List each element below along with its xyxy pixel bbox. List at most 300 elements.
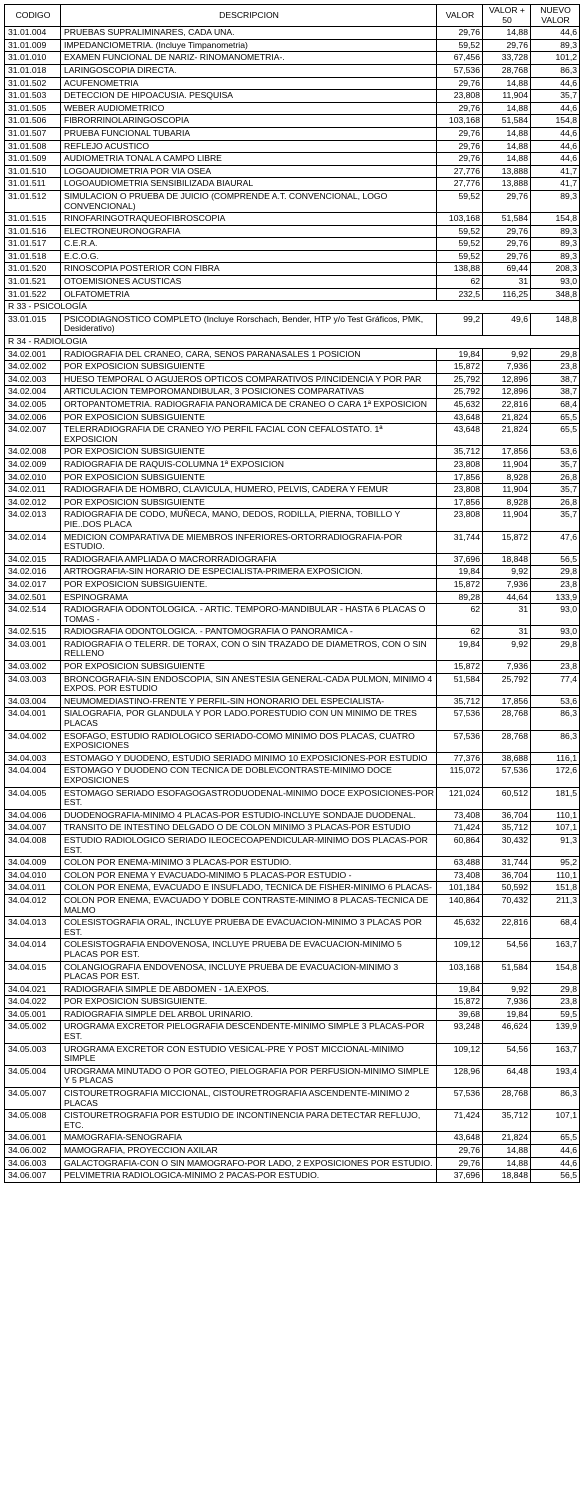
valor-50-cell: 36,704 [483, 809, 531, 822]
nuevo-valor-cell: 23,8 [531, 578, 580, 591]
nuevo-valor-cell: 77,4 [531, 673, 580, 695]
valor-50-cell: 11,904 [483, 509, 531, 531]
valor-50-cell: 14,88 [483, 1145, 531, 1158]
nuevo-valor-cell: 23,8 [531, 661, 580, 674]
description-cell: E.C.O.G. [61, 250, 437, 263]
table-row [5, 673, 580, 695]
nuevo-valor-cell: 26,8 [531, 471, 580, 484]
table-row [5, 446, 580, 459]
table-row [5, 730, 580, 752]
valor-cell: 89,28 [437, 591, 483, 604]
nuevo-valor-cell: 44,6 [531, 127, 580, 140]
description-cell: POR EXPOSICION SUBSIGUIENTE [61, 446, 437, 459]
code-cell: 34.02.010 [5, 471, 61, 484]
valor-cell: 19,84 [437, 638, 483, 660]
valor-50-cell: 21,824 [483, 411, 531, 424]
nuevo-valor-cell: 110,1 [531, 869, 580, 882]
code-cell: 34.02.515 [5, 626, 61, 639]
description-cell: FIBRORRINOLARINGOSCOPIA [61, 115, 437, 128]
description-cell: PRUEBAS SUPRALIMINARES, CADA UNA. [61, 27, 437, 40]
nuevo-valor-cell: 44,6 [531, 153, 580, 166]
table-row [5, 961, 580, 983]
description-cell: RADIOGRAFIA DE RAQUIS-COLUMNA 1ª EXPOSICION [61, 458, 437, 471]
description-cell: LOGOAUDIOMETRIA POR VIA OSEA [61, 165, 437, 178]
nuevo-valor-cell: 154,8 [531, 213, 580, 226]
code-cell: 31.01.004 [5, 27, 61, 40]
table-row [5, 52, 580, 65]
table-row [5, 857, 580, 870]
description-cell: SIALOGRAFIA, POR GLANDULA Y POR LADO.PORESTUDIO CON UN MINIMO DE TRES PLACAS [61, 708, 437, 730]
code-cell: 34.02.002 [5, 361, 61, 374]
valor-cell: 19,84 [437, 348, 483, 361]
table-row [5, 484, 580, 497]
valor-50-cell: 18,848 [483, 1170, 531, 1183]
nuevo-valor-cell: 163,7 [531, 1043, 580, 1065]
code-cell: 31.01.508 [5, 140, 61, 153]
description-cell: ELECTRONEURONOGRAFIA [61, 225, 437, 238]
table-row [5, 39, 580, 52]
valor-50-cell: 29,76 [483, 250, 531, 263]
description-cell: LOGOAUDIOMETRIA SENSIBILIZADA BIAURAL [61, 178, 437, 191]
description-cell: BRONCOGRAFIA-SIN ENDOSCOPIA, SIN ANESTESIA GENERAL-CADA PULMON, MINIMO 4 EXPOS. POR ESTUDIO [61, 673, 437, 695]
code-cell: 31.01.522 [5, 288, 61, 301]
valor-cell: 31,744 [437, 531, 483, 553]
code-cell: 34.06.001 [5, 1132, 61, 1145]
valor-cell: 101,184 [437, 882, 483, 895]
nuevo-valor-cell: 23,8 [531, 361, 580, 374]
table-row [5, 115, 580, 128]
valor-cell: 73,408 [437, 809, 483, 822]
description-cell: OTOEMISIONES ACUSTICAS [61, 276, 437, 289]
table-row [5, 1021, 580, 1043]
table-row [5, 27, 580, 40]
description-cell: CISTOURETROGRAFIA MICCIONAL, CISTOURETROGRAFIA ASCENDENTE-MINIMO 2 PLACAS [61, 1088, 437, 1110]
description-cell: POR EXPOSICION SUBSIGUIENTE [61, 361, 437, 374]
valor-cell: 23,808 [437, 484, 483, 497]
header-codigo: CODIGO [5, 5, 61, 27]
description-cell: POR EXPOSICION SUBSIGUIENTE [61, 496, 437, 509]
valor-50-cell: 19,84 [483, 1008, 531, 1021]
valor-50-cell: 14,88 [483, 127, 531, 140]
table-row [5, 695, 580, 708]
valor-cell: 62 [437, 626, 483, 639]
valor-50-cell: 54,56 [483, 939, 531, 961]
nuevo-valor-cell: 29,8 [531, 348, 580, 361]
nuevo-valor-cell: 23,8 [531, 996, 580, 1009]
valor-50-cell: 28,768 [483, 730, 531, 752]
nuevo-valor-cell: 211,3 [531, 894, 580, 916]
table-row [5, 313, 580, 335]
valor-50-cell: 25,792 [483, 673, 531, 695]
description-cell: ESTOMAGO Y DUODENO CON TECNICA DE DOBLE\CONTRASTE-MINIMO DOCE EXPOSICIONES [61, 765, 437, 787]
nuevo-valor-cell: 38,7 [531, 386, 580, 399]
nuevo-valor-cell: 89,3 [531, 238, 580, 251]
description-cell: MAMOGRAFIA-SENOGRAFIA [61, 1132, 437, 1145]
table-row [5, 77, 580, 90]
valor-50-cell: 8,928 [483, 471, 531, 484]
valor-cell: 43,648 [437, 411, 483, 424]
description-cell: COLESISTOGRAFIA ENDOVENOSA, INCLUYE PRUEBA DE EVACUACION-MINIMO 5 PLACAS POR EST. [61, 939, 437, 961]
table-body [5, 27, 580, 1183]
description-cell: UROGRAMA EXCRETOR PIELOGRAFIA DESCENDENTE-MINIMO SIMPLE 3 PLACAS-POR EST. [61, 1021, 437, 1043]
code-cell: 33.01.015 [5, 313, 61, 335]
nuevo-valor-cell: 89,3 [531, 190, 580, 212]
valor-cell: 43,648 [437, 1132, 483, 1145]
valor-cell: 29,76 [437, 140, 483, 153]
valor-50-cell: 29,76 [483, 190, 531, 212]
valor-50-cell: 14,88 [483, 1157, 531, 1170]
nuevo-valor-cell: 86,3 [531, 708, 580, 730]
code-cell: 31.01.516 [5, 225, 61, 238]
nuevo-valor-cell: 68,4 [531, 917, 580, 939]
nuevo-valor-cell: 133,9 [531, 591, 580, 604]
valor-50-cell: 13,888 [483, 165, 531, 178]
valor-cell: 59,52 [437, 225, 483, 238]
valor-50-cell: 7,936 [483, 996, 531, 1009]
nuevo-valor-cell: 89,3 [531, 250, 580, 263]
valor-cell: 60,864 [437, 834, 483, 856]
table-row [5, 787, 580, 809]
table-row [5, 361, 580, 374]
valor-50-cell: 14,88 [483, 27, 531, 40]
nuevo-valor-cell: 35,7 [531, 509, 580, 531]
description-cell: ESTOMAGO Y DUODENO, ESTUDIO SERIADO MINIMO 10 EXPOSICIONES-POR ESTUDIO [61, 752, 437, 765]
code-cell: 34.04.003 [5, 752, 61, 765]
nuevo-valor-cell: 172,6 [531, 765, 580, 787]
code-cell: 31.01.018 [5, 64, 61, 77]
table-row [5, 996, 580, 1009]
valor-cell: 103,168 [437, 961, 483, 983]
valor-50-cell: 9,92 [483, 566, 531, 579]
description-cell: CISTOURETROGRAFIA POR ESTUDIO DE INCONTINENCIA PARA DETECTAR REFLUJO, ETC. [61, 1110, 437, 1132]
valor-cell: 29,76 [437, 127, 483, 140]
code-cell: 34.04.013 [5, 917, 61, 939]
code-cell: 31.01.502 [5, 77, 61, 90]
description-cell: ESTUDIO RADIOLOGICO SERIADO ILEOCECOAPENDICULAR-MINIMO DOS PLACAS-POR EST. [61, 834, 437, 856]
valor-cell: 62 [437, 604, 483, 626]
description-cell: TRANSITO DE INTESTINO DELGADO O DE COLON MINIMO 3 PLACAS-POR ESTUDIO [61, 822, 437, 835]
valor-50-cell: 13,888 [483, 178, 531, 191]
table-row [5, 834, 580, 856]
description-cell: RADIOGRAFIA AMPLIADA O MACRORRADIOGRAFIA [61, 553, 437, 566]
code-cell: 34.05.001 [5, 1008, 61, 1021]
nuevo-valor-cell: 26,8 [531, 496, 580, 509]
table-row [5, 411, 580, 424]
nuevo-valor-cell: 29,8 [531, 983, 580, 996]
valor-cell: 63,488 [437, 857, 483, 870]
code-cell: 34.04.006 [5, 809, 61, 822]
table-row [5, 373, 580, 386]
code-cell: 34.02.004 [5, 386, 61, 399]
nuevo-valor-cell: 44,6 [531, 140, 580, 153]
valor-cell: 25,792 [437, 373, 483, 386]
valor-50-cell: 14,88 [483, 102, 531, 115]
description-cell: COLANGIOGRAFIA ENDOVENOSA, INCLUYE PRUEBA DE EVACUACION-MINIMO 3 PLACAS POR EST. [61, 961, 437, 983]
table-row [5, 1065, 580, 1087]
valor-cell: 15,872 [437, 578, 483, 591]
valor-cell: 57,536 [437, 708, 483, 730]
valor-50-cell: 54,56 [483, 1043, 531, 1065]
description-cell: ACUFENOMETRIA [61, 77, 437, 90]
nuevo-valor-cell: 89,3 [531, 39, 580, 52]
code-cell: 34.02.012 [5, 496, 61, 509]
code-cell: 34.02.011 [5, 484, 61, 497]
table-row [5, 566, 580, 579]
code-cell: 34.04.007 [5, 822, 61, 835]
valor-50-cell: 9,92 [483, 983, 531, 996]
code-cell: 34.02.016 [5, 566, 61, 579]
description-cell: DETECCION DE HIPOACUSIA. PESQUISA [61, 90, 437, 103]
description-cell: COLON POR ENEMA Y EVACUADO-MINIMO 5 PLACAS-POR ESTUDIO - [61, 869, 437, 882]
valor-cell: 27,776 [437, 165, 483, 178]
table-row [5, 127, 580, 140]
description-cell: NEUMOMEDIASTINO-FRENTE Y PERFIL-SIN HONORARIO DEL ESPECIALISTA- [61, 695, 437, 708]
nuevo-valor-cell: 56,5 [531, 1170, 580, 1183]
table-row [5, 531, 580, 553]
nuevo-valor-cell: 29,8 [531, 638, 580, 660]
valor-cell: 109,12 [437, 1043, 483, 1065]
valor-cell: 17,856 [437, 496, 483, 509]
valor-50-cell: 51,584 [483, 115, 531, 128]
valor-cell: 35,712 [437, 695, 483, 708]
valor-cell: 43,648 [437, 424, 483, 446]
code-cell: 34.02.013 [5, 509, 61, 531]
description-cell: RINOFARINGOTRAQUEOFIBROSCOPIA [61, 213, 437, 226]
valor-50-cell: 7,936 [483, 361, 531, 374]
valor-50-cell: 22,816 [483, 399, 531, 412]
nuevo-valor-cell: 154,8 [531, 961, 580, 983]
code-cell: 34.04.011 [5, 882, 61, 895]
table-header-row [5, 5, 580, 27]
code-cell: 34.02.017 [5, 578, 61, 591]
valor-50-cell: 51,584 [483, 213, 531, 226]
code-cell: 34.04.002 [5, 730, 61, 752]
valor-cell: 15,872 [437, 361, 483, 374]
description-cell: DUODENOGRAFIA-MINIMO 4 PLACAS-POR ESTUDIO-INCLUYE SONDAJE DUODENAL. [61, 809, 437, 822]
nuevo-valor-cell: 44,6 [531, 1157, 580, 1170]
valor-50-cell: 31 [483, 604, 531, 626]
description-cell: COLON POR ENEMA, EVACUADO E INSUFLADO, TECNICA DE FISHER-MINIMO 6 PLACAS- [61, 882, 437, 895]
code-cell: 31.01.515 [5, 213, 61, 226]
valor-cell: 59,52 [437, 190, 483, 212]
description-cell: REFLEJO ACUSTICO [61, 140, 437, 153]
valor-50-cell: 57,536 [483, 765, 531, 787]
description-cell: RADIOGRAFIA SIMPLE DEL ARBOL URINARIO. [61, 1008, 437, 1021]
code-cell: 34.04.005 [5, 787, 61, 809]
code-cell: 34.02.501 [5, 591, 61, 604]
valor-cell: 59,52 [437, 238, 483, 251]
valor-50-cell: 17,856 [483, 446, 531, 459]
valor-50-cell: 35,712 [483, 822, 531, 835]
table-row [5, 399, 580, 412]
valor-cell: 15,872 [437, 996, 483, 1009]
code-cell: 34.02.514 [5, 604, 61, 626]
valor-50-cell: 51,584 [483, 961, 531, 983]
valor-cell: 62 [437, 276, 483, 289]
table-row [5, 1132, 580, 1145]
description-cell: HUESO TEMPORAL O AGUJEROS OPTICOS COMPARATIVOS P/INCIDENCIA Y POR PAR [61, 373, 437, 386]
valor-cell: 232,5 [437, 288, 483, 301]
valor-cell: 29,76 [437, 153, 483, 166]
description-cell: SIMULACION O PRUEBA DE JUICIO (COMPRENDE A.T. CONVENCIONAL, LOGO CONVENCIONAL) [61, 190, 437, 212]
code-cell: 34.02.008 [5, 446, 61, 459]
table-row [5, 348, 580, 361]
nuevo-valor-cell: 348,8 [531, 288, 580, 301]
valor-50-cell: 64,48 [483, 1065, 531, 1087]
description-cell: EXAMEN FUNCIONAL DE NARIZ- RINOMANOMETRIA-. [61, 52, 437, 65]
table-row [5, 496, 580, 509]
table-row [5, 238, 580, 251]
description-cell: TELERRADIOGRAFIA DE CRANEO Y/O PERFIL FACIAL CON CEFALOSTATO. 1ª EXPOSICION [61, 424, 437, 446]
table-row [5, 153, 580, 166]
nuevo-valor-cell: 65,5 [531, 424, 580, 446]
valor-cell: 29,76 [437, 1157, 483, 1170]
description-cell: UROGRAMA MINUTADO O POR GOTEO, PIELOGRAFIA POR PERFUSION-MINIMO SIMPLE Y 5 PLACAS [61, 1065, 437, 1087]
description-cell: GALACTOGRAFIA-CON O SIN MAMOGRAFO-POR LADO, 2 EXPOSICIONES POR ESTUDIO. [61, 1157, 437, 1170]
nuevo-valor-cell: 44,6 [531, 27, 580, 40]
description-cell: UROGRAMA EXCRETOR CON ESTUDIO VESICAL-PRE Y POST MICCIONAL-MINIMO SIMPLE [61, 1043, 437, 1065]
valor-50-cell: 69,44 [483, 263, 531, 276]
valor-cell: 29,76 [437, 27, 483, 40]
code-cell: 34.02.014 [5, 531, 61, 553]
valor-cell: 140,864 [437, 894, 483, 916]
code-cell: 31.01.510 [5, 165, 61, 178]
code-cell: 34.04.014 [5, 939, 61, 961]
valor-cell: 99,2 [437, 313, 483, 335]
valor-cell: 121,024 [437, 787, 483, 809]
valor-cell: 77,376 [437, 752, 483, 765]
nuevo-valor-cell: 65,5 [531, 1132, 580, 1145]
valor-cell: 23,808 [437, 509, 483, 531]
table-row [5, 882, 580, 895]
code-cell: 31.01.521 [5, 276, 61, 289]
nuevo-valor-cell: 59,5 [531, 1008, 580, 1021]
valor-50-cell: 7,936 [483, 661, 531, 674]
valor-50-cell: 38,688 [483, 752, 531, 765]
valor-cell: 115,072 [437, 765, 483, 787]
table-row [5, 263, 580, 276]
nuevo-valor-cell: 139,9 [531, 1021, 580, 1043]
nuevo-valor-cell: 56,5 [531, 553, 580, 566]
nuevo-valor-cell: 181,5 [531, 787, 580, 809]
valor-cell: 45,632 [437, 399, 483, 412]
table-row [5, 752, 580, 765]
table-row [5, 1088, 580, 1110]
valor-cell: 29,76 [437, 102, 483, 115]
table-row [5, 708, 580, 730]
description-cell: LARINGOSCOPIA DIRECTA. [61, 64, 437, 77]
description-cell: RADIOGRAFIA DE CODO, MUÑECA, MANO, DEDOS, RODILLA, PIERNA, TOBILLO Y PIE..DOS PLACA [61, 509, 437, 531]
code-cell: 34.06.003 [5, 1157, 61, 1170]
code-cell: 31.01.518 [5, 250, 61, 263]
nuevo-valor-cell: 44,6 [531, 1145, 580, 1158]
description-cell: RADIOGRAFIA DEL CRANEO, CARA, SENOS PARANASALES 1 POSICION [61, 348, 437, 361]
valor-cell: 19,84 [437, 983, 483, 996]
description-cell: PRUEBA FUNCIONAL TUBARIA [61, 127, 437, 140]
valor-50-cell: 14,88 [483, 140, 531, 153]
nuevo-valor-cell: 151,8 [531, 882, 580, 895]
valor-cell: 25,792 [437, 386, 483, 399]
valor-50-cell: 17,856 [483, 695, 531, 708]
nuevo-valor-cell: 163,7 [531, 939, 580, 961]
valor-50-cell: 31 [483, 626, 531, 639]
nuevo-valor-cell: 93,0 [531, 626, 580, 639]
description-cell: ESPINOGRAMA [61, 591, 437, 604]
description-cell: RADIOGRAFIA ODONTOLOGICA. - PANTOMOGRAFIA O PANORAMICA - [61, 626, 437, 639]
valor-cell: 23,808 [437, 458, 483, 471]
valor-50-cell: 36,704 [483, 869, 531, 882]
nuevo-valor-cell: 193,4 [531, 1065, 580, 1087]
section-title: R 33 - PSICOLOGÍA [5, 301, 580, 314]
table-row [5, 765, 580, 787]
nuevo-valor-cell: 65,5 [531, 411, 580, 424]
table-row [5, 939, 580, 961]
code-cell: 31.01.512 [5, 190, 61, 212]
valor-50-cell: 22,816 [483, 917, 531, 939]
nuevo-valor-cell: 110,1 [531, 809, 580, 822]
valor-50-cell: 14,88 [483, 153, 531, 166]
nuevo-valor-cell: 35,7 [531, 90, 580, 103]
nuevo-valor-cell: 29,8 [531, 566, 580, 579]
description-cell: COLON POR ENEMA, EVACUADO Y DOBLE CONTRASTE-MINIMO 8 PLACAS-TECNICA DE MALMO [61, 894, 437, 916]
nuevo-valor-cell: 53,6 [531, 446, 580, 459]
description-cell: ESOFAGO, ESTUDIO RADIOLOGICO SERIADO-COMO MINIMO DOS PLACAS, CUATRO EXPOSICIONES [61, 730, 437, 752]
valor-cell: 37,696 [437, 553, 483, 566]
valor-50-cell: 8,928 [483, 496, 531, 509]
price-table [4, 4, 580, 1183]
valor-50-cell: 28,768 [483, 64, 531, 77]
code-cell: 34.04.012 [5, 894, 61, 916]
table-row [5, 1170, 580, 1183]
valor-50-cell: 30,432 [483, 834, 531, 856]
valor-cell: 37,696 [437, 1170, 483, 1183]
valor-50-cell: 29,76 [483, 39, 531, 52]
code-cell: 34.02.007 [5, 424, 61, 446]
description-cell: MAMOGRAFIA, PROYECCION AXILAR [61, 1145, 437, 1158]
description-cell: COLESISTOGRAFIA ORAL, INCLUYE PRUEBA DE EVACUACION-MINIMO 3 PLACAS POR EST. [61, 917, 437, 939]
code-cell: 31.01.505 [5, 102, 61, 115]
nuevo-valor-cell: 89,3 [531, 225, 580, 238]
valor-cell: 45,632 [437, 917, 483, 939]
code-cell: 34.04.004 [5, 765, 61, 787]
nuevo-valor-cell: 101,2 [531, 52, 580, 65]
code-cell: 34.04.021 [5, 983, 61, 996]
code-cell: 34.02.003 [5, 373, 61, 386]
nuevo-valor-cell: 86,3 [531, 1088, 580, 1110]
table-row [5, 1043, 580, 1065]
valor-50-cell: 60,512 [483, 787, 531, 809]
nuevo-valor-cell: 41,7 [531, 165, 580, 178]
description-cell: PSICODIAGNOSTICO COMPLETO (Incluye Rorschach, Bender, HTP y/o Test Gráficos, PMK, Desiderativo) [61, 313, 437, 335]
description-cell: RADIOGRAFIA DE HOMBRO, CLAVICULA, HUMERO, PELVIS, CADERA Y FEMUR [61, 484, 437, 497]
description-cell: ORTOPANTOMETRIA. RADIOGRAFIA PANORAMICA DE CRANEO O CARA 1ª EXPOSICION [61, 399, 437, 412]
nuevo-valor-cell: 91,3 [531, 834, 580, 856]
section-title: R 34 - RADIOLOGIA [5, 336, 580, 349]
valor-cell: 39,68 [437, 1008, 483, 1021]
code-cell: 34.02.015 [5, 553, 61, 566]
header-valor: VALOR [437, 5, 483, 27]
description-cell: AUDIOMETRIA TONAL A CAMPO LIBRE [61, 153, 437, 166]
table-row [5, 90, 580, 103]
description-cell: ARTICULACION TEMPOROMANDIBULAR, 3 POSICIONES COMPARATIVAS [61, 386, 437, 399]
code-cell: 34.05.004 [5, 1065, 61, 1087]
table-row [5, 64, 580, 77]
table-row [5, 553, 580, 566]
table-row [5, 578, 580, 591]
code-cell: 34.04.010 [5, 869, 61, 882]
valor-50-cell: 9,92 [483, 348, 531, 361]
code-cell: 34.03.002 [5, 661, 61, 674]
